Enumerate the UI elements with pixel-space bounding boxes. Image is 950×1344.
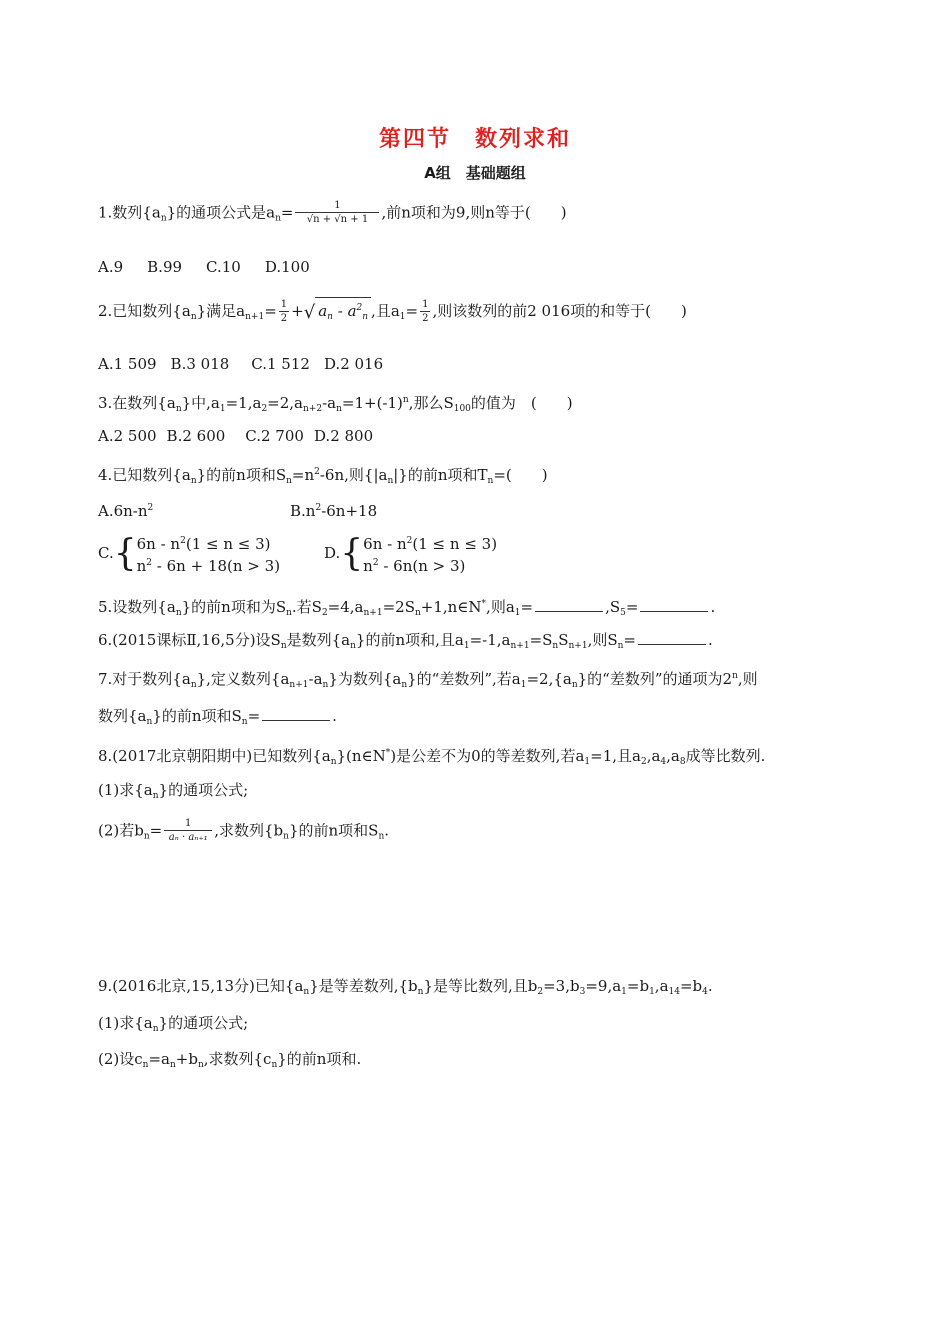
question-1-options <box>98 257 334 277</box>
q8-fraction: $\frac{1}{\text{aₙ · aₙ₊₁}}$ <box>164 818 212 845</box>
question-5: 5.设数列$\{a_n\}$的前n项和为$S_n$.若$S_2=4,a_{n+1}=2S_n+1,n\in N^*$,则$a_1= ,S_5=$ . <box>98 598 716 618</box>
question-9-part-1: (1)求$\{a_n\}$的通项公式; <box>98 1014 249 1034</box>
option-a: A.9 <box>98 258 124 276</box>
option-c: C.10 <box>206 258 241 276</box>
question-9: 9.(2016北京,15,13分)已知$\{a_n\}$是等差数列$,\{b_n\}$是等比数列,且$b_2=3,b_3=9,a_1=b_1,a_{14}=b_4$. <box>98 977 713 997</box>
question-4-option-d: D.{ $6n - n^2(1 \le n \le 3)$ $n^2 - 6n(n > 3)$ <box>324 533 498 575</box>
left-brace-icon: { <box>340 533 364 574</box>
question-4-option-c: C.{ $6n - n^2(1 \le n \le 3)$ $n^2 - 6n + 18(n > 3)$ <box>98 533 281 575</box>
sqrt-icon: √ <box>303 302 316 323</box>
option-d: D.100 <box>264 258 310 276</box>
page-title: 第四节 数列求和 <box>378 127 571 152</box>
answer-blank[interactable] <box>535 598 603 612</box>
option-b: B.99 <box>147 258 183 276</box>
question-4-option-a: $A.6n-n^2$ <box>98 502 154 520</box>
section-subtitle: A组 基础题组 <box>424 164 526 182</box>
question-2-options: A.1 509 B.3 018 C.1 512 D.2 016 <box>98 355 384 373</box>
left-brace-icon: { <box>113 533 137 574</box>
answer-blank[interactable] <box>262 707 330 721</box>
q1-fraction: $\frac{1}{√n + √n + 1}$ <box>295 200 379 227</box>
question-2: 2.已知数列$\{a_n\}$满足$a_{n+1}=$ $\frac{1}{2}$ +√ $a_n - a^2_n$ ,且$a_1=$ $\frac{1}{2}$ ,则该数列的前2 016项的和等于( ) <box>98 297 687 327</box>
question-4: 4.已知数列$\{a_n\}$的前n项和$S_n=n^2-6n$,则$\{|a_n|\}$的前n项和$T_n=$( ) <box>98 466 548 486</box>
question-6: 6.(2015课标Ⅱ,16,5分)设$S_n$是数列$\{a_n\}$的前n项和,且$a_1=-1,a_{n+1}=S_nS_{n+1}$,则$S_n=$ . <box>98 631 713 651</box>
question-8-part-2: (2)若$b_n=$ $\frac{1}{\text{aₙ · aₙ₊₁}}$ ,求数列$\{b_n\}$的前n项和$S_n$. <box>98 818 390 843</box>
question-4-option-b: $B.n^2-6n+18$ <box>290 502 378 520</box>
question-8-part-1: (1)求$\{a_n\}$的通项公式; <box>98 781 249 801</box>
answer-blank[interactable] <box>638 631 706 645</box>
question-8: 8.(2017北京朝阳期中)已知数列$\{a_n\}(n\in N^*)$是公差不为0的等差数列,若$a_1=1$,且$a_2,a_4,a_8$成等比数列. <box>98 747 766 767</box>
question-3: 3.在数列$\{a_n\}$中$,a_1=1,a_2=2,a_{n+2}-a_n=1+(-1)^n$,那么$S_{100}$的值为 ( ) <box>98 394 573 414</box>
question-7-line-2: 数列$\{a_n\}$的前n项和$S_n=$ . <box>98 707 337 727</box>
question-7: 7.对于数列$\{a_n\}$,定义数列$\{a_{n+1}-a_n\}$为数列$\{a_n\}$的“差数列”,若$a_1=2,\{a_n\}$的“差数列”的通项为2$^n$,则 <box>98 670 758 690</box>
question-9-part-2: (2)设$c_n=a_n+b_n$,求数列$\{c_n\}$的前n项和. <box>98 1050 362 1070</box>
question-3-options: A.2 500 B.2 600 C.2 700 D.2 800 <box>98 427 374 445</box>
question-1: 1.数列$\{a_n\}$的通项公式是$a_n=$ $\frac{1}{√n + √n + 1}$ ,前n项和为9,则n等于( ) <box>98 200 567 225</box>
answer-blank[interactable] <box>640 598 708 612</box>
q2-half-fraction: $\frac{1}{2}$ <box>280 298 288 324</box>
